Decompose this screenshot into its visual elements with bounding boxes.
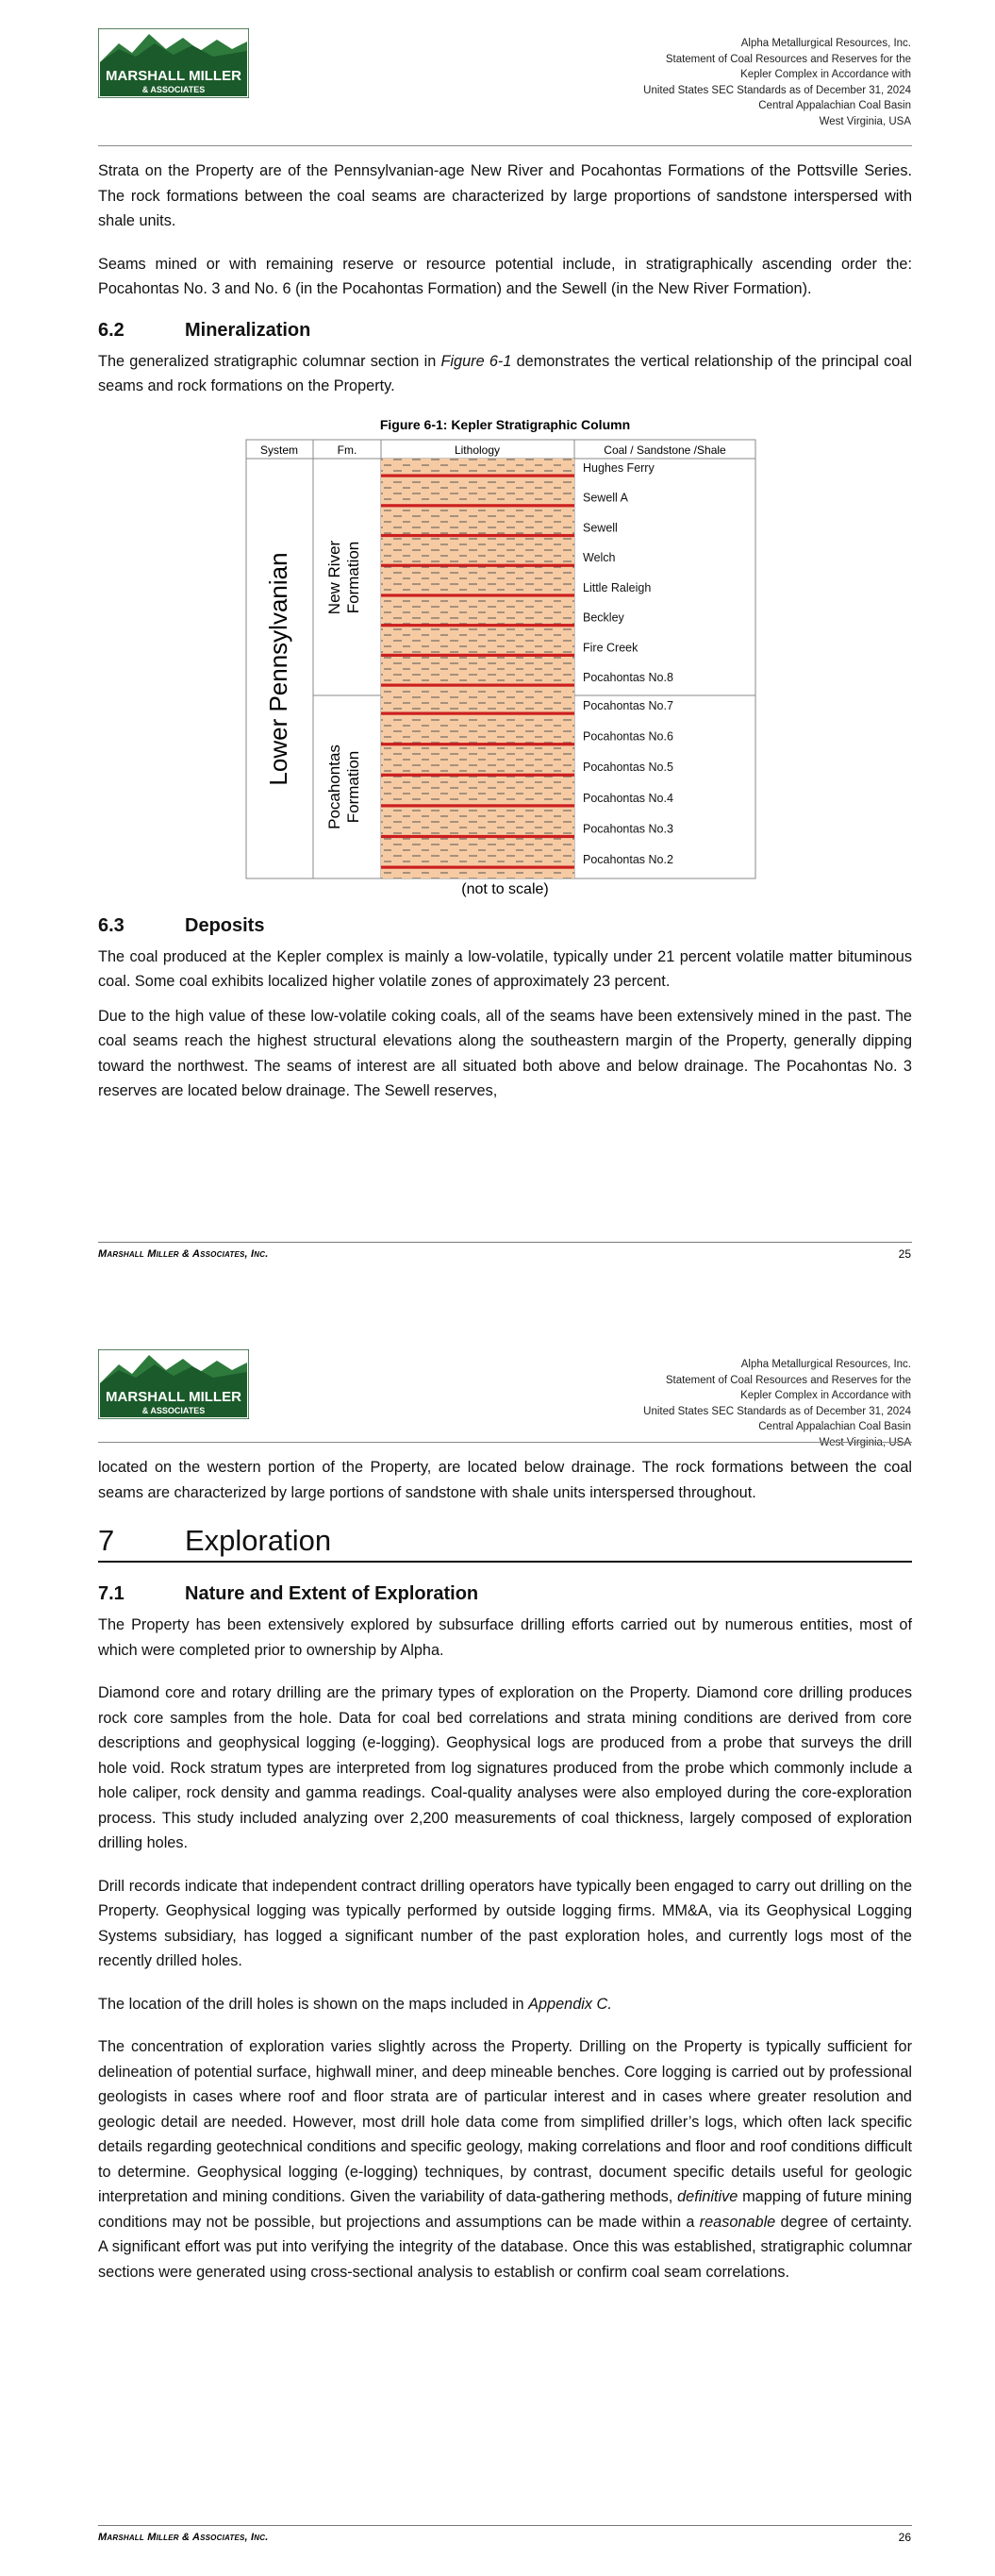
formation-label-line2: Formation [344,541,362,613]
paragraph: The Property has been extensively explored by subsurface drilling efforts carried out by numerous entities, most of which were completed prior to ownership by Alpha. [98,1616,912,1659]
section-title: Mineralization [185,319,311,341]
header-line: Statement of Coal Resources and Reserves for the [665,1374,911,1386]
svg-text:& ASSOCIATES: & ASSOCIATES [141,85,206,94]
svg-text:& ASSOCIATES: & ASSOCIATES [141,1406,206,1415]
paragraph-text: demonstrates the vertical relationship of the principal coal seams and rock formations on the Property. [98,352,912,394]
paragraph [98,1992,912,2017]
page-number: 26 [898,2531,911,2544]
svg-text:MARSHALL MILLER: MARSHALL MILLER [106,1389,241,1405]
section-heading [98,915,912,937]
coal-seam-line [381,683,574,686]
coal-seam-line [381,533,574,536]
coal-seam-label: Little Raleigh [583,580,652,594]
paragraph-text: The location of the drill holes is shown on the maps included in [98,1995,529,2013]
page-26 [0,1321,995,2576]
paragraph: located on the western portion of the Property, are located below drainage. The rock formations between the coal seams are characterized by large portions of sandstone with shale units interspersed throughout. [98,1459,912,1501]
footer-divider [98,1242,912,1243]
header-line: United States SEC Standards as of December 31, 2024 [643,1405,911,1417]
header-line: Central Appalachian Coal Basin [758,100,911,111]
coal-seam-line [381,563,574,566]
paragraph: Seams mined or with remaining reserve or resource potential include, in stratigraphically ascending order the: Pocahontas No. 3 and No. 6 (in the Pocahontas Formation) and the Sewell (in the New River Formation). [98,255,912,297]
coal-seam-label: Hughes Ferry [583,460,655,475]
paragraph: Strata on the Property are of the Pennsylvanian-age New River and Pocahontas Formations of the Pottsville Series. The rock formations between the coal seams are characterized by large proportions of sandstone interspersed with shale units. [98,162,912,229]
coal-seam-line [381,594,574,596]
coal-seam-label: Sewell A [583,491,628,505]
coal-seam-line [381,743,574,745]
paragraph: Drill records indicate that independent contract drilling operators have typically been engaged to carry out drilling on the Property. Geophysical logging was typically performed by outside logging firms. MM&A, via its Geophysical Logging Systems subsidiary, has logged a significant number of the past exploration holes, and currently logs most of the recently drilled holes. [98,1877,912,1969]
paragraph-text: degree of certainty. A significant effort was put into verifying the integrity of the database. Once this was established, stratigraphic columnar sections were generated using cross-sectional analysis to establish or confirm coal seam correlations. [98,2213,912,2281]
coal-seam-label: Pocahontas No.5 [583,760,673,774]
figure-reference[interactable]: Figure 6-1 [440,352,512,370]
marshall-miller-logo [98,28,249,98]
coal-seam-label: Welch [583,550,616,564]
header-line: United States SEC Standards as of December 31, 2024 [643,84,911,96]
marshall-miller-logo [98,1349,249,1419]
section-title: Nature and Extent of Exploration [185,1583,479,1604]
header-line: Alpha Metallurgical Resources, Inc. [740,1359,911,1370]
coal-seam-label: Pocahontas No.8 [583,670,673,684]
coal-seam-line [381,773,574,776]
coal-seam-label: Sewell [583,520,618,534]
coal-seam-line [381,834,574,837]
svg-text:MARSHALL MILLER: MARSHALL MILLER [106,68,241,84]
figure-caption: Figure 6-1: Kepler Stratigraphic Column [379,416,631,432]
coal-seam-label: Pocahontas No.2 [583,852,673,866]
section-number: 6.3 [98,914,124,936]
coal-seam-line [381,804,574,807]
formation-label-line1: New River [325,540,343,614]
coal-seam-line [381,653,574,656]
header-line: Kepler Complex in Accordance with [740,69,911,80]
paragraph-text: The generalized stratigraphic columnar section in [98,352,441,370]
header-line: Kepler Complex in Accordance with [740,1390,911,1401]
footer-company: Marshall Miller & Associates, Inc. [98,1248,269,1260]
page-body [98,1455,912,2302]
figure-note: (not to scale) [461,880,549,897]
header-line: West Virginia, USA [819,1436,911,1448]
header-block [515,36,911,129]
emphasis-text: reasonable [699,2213,776,2231]
coal-seam-line [381,624,574,627]
stratigraphic-column-chart [98,438,912,881]
paragraph-text: The concentration of exploration varies slightly across the Property. Drilling on the Property is typically sufficient for delineation of potential surface, highwall miner, and deep mineable benches. Core logging is carried out by professional geologists in cases where roof and floor strata are of particular interest and in cases where greater resolution and geologic detail are needed. However, most drill hole data come from simplified driller’s logs, which often lack specific details regarding geotechnical conditions and specific geology, making correlations and floor and roof conditions difficult to determine. Geophysical logging (e-logging) techniques, by contrast, document specific details useful for geologic interpretation and mining conditions. Given the variability of data-gathering methods, [98,2038,912,2205]
section-heading [98,1583,912,1605]
formation-label-line2: Formation [344,750,362,823]
paragraph: Diamond core and rotary drilling are the primary types of exploration on the Property. Diamond core drilling produces rock core samples from the hole. Data for coal bed correlations and strata mining conditions are derived from core descriptions and geophysical logging (e-logging). Geophysical logs are produced from a probe that surveys the drill hole void. Rock stratum types are interpreted from log signatures produced from the probe which commonly include a hole caliper, rock density and gamma readings. Coal-quality analyses were also employed during the core-exploration process. This study included analyzing over 2,200 measurements of coal thickness, largely composed of exploration drilling holes. [98,1684,912,1851]
col-header-formation: Fm. [337,443,357,457]
header-block [515,1357,911,1450]
formation-label-line1: Pocahontas [325,744,343,829]
chapter-title: Exploration [185,1524,332,1557]
col-header-system: System [259,443,299,457]
coal-seam-label: Beckley [583,611,624,625]
coal-seam-label: Pocahontas No.3 [583,821,673,835]
lithology-fill [381,459,574,878]
coal-seam-label: Pocahontas No.7 [583,698,673,712]
coal-seam-line [381,504,574,507]
paragraph [98,349,912,399]
section-heading [98,320,912,342]
page-number: 25 [898,1247,911,1261]
coal-seam-line [381,865,574,868]
page-body [98,159,912,1122]
footer-company: Marshall Miller & Associates, Inc. [98,2532,269,2543]
paragraph-text: mapping of future mining conditions may not be possible, but projections and assumptions can be made within a [98,2188,912,2231]
chapter-number: 7 [98,1524,115,1557]
system-label: Lower Pennsylvanian [264,551,292,786]
stratigraphic-column-figure [98,438,912,881]
coal-seam-label: Fire Creek [583,640,638,654]
col-header-lithology: Lithology [454,443,501,457]
paragraph: Due to the high value of these low-volatile coking coals, all of the seams have been extensively mined in the past. The coal seams reach the highest structural elevations along the southeastern margin of the Property, generally dipping toward the northwest. The seams of interest are all situated both above and below drainage. The Pocahontas No. 3 reserves are located below drainage. The Sewell reserves, [98,1007,912,1099]
section-number: 7.1 [98,1583,124,1604]
section-number: 6.2 [98,319,124,341]
appendix-reference[interactable]: Appendix C. [528,1995,612,2013]
header-line: Alpha Metallurgical Resources, Inc. [740,38,911,49]
header-line: Statement of Coal Resources and Reserves for the [665,53,911,65]
header-line: West Virginia, USA [819,115,911,127]
chapter-heading [98,1524,912,1563]
coal-seam-line [381,474,574,477]
page-25 [0,0,995,1285]
paragraph [98,2034,912,2284]
header-divider [98,1442,912,1443]
coal-seam-line [381,711,574,714]
footer-divider [98,2525,912,2526]
coal-seam-label: Pocahontas No.6 [583,729,673,744]
header-line: Central Appalachian Coal Basin [758,1421,911,1432]
col-header-rock-type: Coal / Sandstone /Shale [604,443,726,457]
header-divider [98,145,912,146]
paragraph: The coal produced at the Kepler complex is mainly a low-volatile, typically under 21 percent volatile matter bituminous coal. Some coal exhibits localized higher volatile zones of approximately 23 percent. [98,947,912,990]
coal-seam-label: Pocahontas No.4 [583,791,673,805]
emphasis-text: definitive [677,2188,738,2205]
section-title: Deposits [185,914,265,936]
